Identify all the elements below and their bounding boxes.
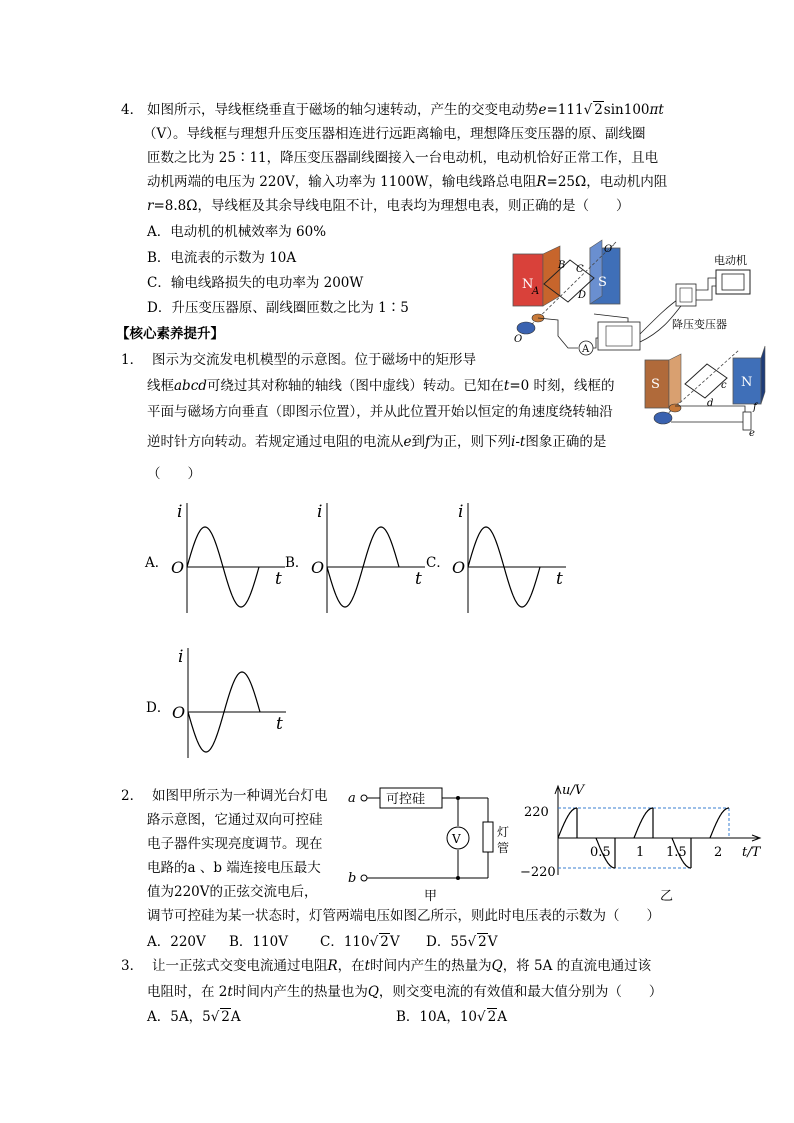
tick-x-0.5: 0.5	[590, 845, 611, 860]
u-axis-label: u/V	[562, 783, 585, 798]
sqrt-icon: √	[467, 934, 477, 950]
terminal-label-e: e	[749, 428, 755, 439]
tick-x-1: 1	[636, 845, 645, 860]
s-pole-face	[669, 354, 681, 408]
slip-ring	[654, 412, 672, 424]
n-label: N	[741, 375, 753, 390]
i-t-graph	[448, 495, 578, 620]
p3-number: 3．	[121, 958, 144, 974]
q4-option-c[interactable]: C．输电线路损失的电功率为 200W	[147, 275, 364, 291]
coil-label-c: C	[576, 264, 584, 275]
t-axis-label: t/T	[742, 845, 761, 860]
p1-line-3: 平面与磁场方向垂直（即图示位置），并从此位置开始以恒定的角速度绕转轴沿	[147, 404, 613, 420]
axis-label-o: O	[514, 334, 523, 345]
coil-label-a: A	[532, 286, 540, 297]
q4-option-d[interactable]: D．升压变压器原、副线圈匝数之比为 1∶5	[147, 300, 409, 316]
origin-label: O	[311, 558, 325, 577]
terminal-b-label: b	[348, 871, 357, 886]
q4-line-3: 匝数之比为 25∶11，降压变压器副线圈接入一台电动机，电动机恰好正常工作，且电	[147, 150, 659, 166]
tick-x-1.5: 1.5	[666, 845, 687, 860]
wire	[538, 318, 578, 348]
p3-option-a[interactable]: A．5A，5√ 2A	[147, 1009, 241, 1025]
junction	[456, 796, 460, 800]
i-t-graph	[167, 495, 297, 620]
t-axis-label: t	[415, 569, 422, 589]
n-pole-side	[761, 346, 765, 404]
i-axis-label: i	[458, 502, 464, 522]
t-axis-label: t	[275, 569, 282, 589]
coil-label-d: d	[707, 398, 714, 409]
p1-line-2: 线框abcd可绕过其对称轴的轴线（图中虚线）转动。已知在t=0 时刻，线框的	[147, 378, 615, 394]
lamp-label-1: 灯	[497, 825, 510, 839]
option-label: A．	[145, 555, 169, 571]
p1-line-1: 图示为交流发电机模型的示意图。位于磁场中的矩形导	[152, 352, 476, 368]
q4-line-5: r=8.8Ω，导线框及其余导线电阻不计，电表均为理想电表，则正确的是（ ）	[147, 198, 630, 214]
q4-line-4: 动机两端的电压为 220V，输入功率为 1100W，输电线路总电阻R=25Ω，电动机内阻	[147, 174, 668, 190]
t-axis-label: t	[276, 714, 283, 734]
n-label: N	[522, 277, 534, 292]
origin-label: O	[172, 703, 186, 722]
terminal-a	[361, 795, 367, 801]
p2-line-6: 调节可控硅为某一状态时，灯管两端电压如图乙所示，则此时电压表的示数为（ ）	[147, 908, 660, 924]
p1-number: 1．	[121, 352, 144, 368]
p3-option-b[interactable]: B．10A，10√ 2A	[396, 1009, 507, 1025]
wave-segment	[634, 808, 653, 838]
q4-line-1: 如图所示，导线框绕垂直于磁场的轴匀速转动，产生的交变电动势e=111√ 2sin100πt	[147, 102, 664, 118]
step-down-label: 降压变压器	[672, 318, 727, 331]
graph-caption: 乙	[660, 889, 674, 904]
circuit-caption: 甲	[424, 889, 438, 904]
sqrt-icon: √	[477, 1009, 486, 1025]
p2-option-d[interactable]: D．55√ 2V	[426, 934, 498, 950]
p2-circuit-figure	[346, 780, 510, 904]
wave-segment	[710, 808, 729, 838]
q4-number: 4．	[121, 102, 144, 118]
i-axis-label: i	[317, 502, 323, 522]
option-label: D．	[146, 700, 171, 716]
coil-label-d: D	[578, 290, 587, 301]
s-pole-face	[590, 240, 602, 304]
origin-label: O	[171, 558, 185, 577]
option-label: B．	[285, 555, 309, 571]
p2-line-1: 如图甲所示为一种调光台灯电	[152, 788, 328, 804]
s-label: S	[598, 275, 607, 290]
coil-label-c: c	[721, 380, 727, 391]
wire-2	[593, 338, 598, 348]
sqrt-icon: √	[369, 934, 379, 950]
axis-label-o-prime: O′	[604, 244, 615, 255]
voltmeter-label: V	[452, 832, 461, 846]
t-axis-label: t	[556, 569, 563, 589]
s-label: S	[651, 377, 660, 392]
n-pole-face	[543, 246, 560, 306]
p2-option-a[interactable]: A．220V	[147, 934, 206, 950]
motor-wires	[696, 278, 716, 300]
wires	[671, 406, 745, 428]
p2-line-4: 电路的a 、b 端连接电压最大	[147, 860, 321, 876]
p2-line-5: 值为220V的正弦交流电后，	[147, 884, 318, 900]
q4-line-2: （V）。导线框与理想升压变压器相连进行远距离输电，理想降压变压器的原、副线圈	[143, 126, 646, 142]
junction-2	[456, 876, 460, 880]
p1-line-4: 逆时针方向转动。若规定通过电阻的电流从e到f为正，则下列i-t图象正确的是	[147, 434, 607, 450]
option-label: C．	[426, 555, 450, 571]
slip-ring	[517, 322, 535, 334]
terminal-label-f: f	[753, 402, 757, 413]
i-t-graph	[307, 495, 437, 620]
q4-option-b[interactable]: B．电流表的示数为 10A	[147, 250, 297, 266]
p3-line-2: 电阻时，在 2t时间内产生的热量也为Q，则交变电流的有效值和最大值分别为（ ）	[147, 984, 663, 1000]
sqrt-icon: √	[583, 102, 593, 118]
slip-ring-2	[669, 404, 681, 412]
p2-line-2: 路示意图，它通过双向可控硅	[147, 812, 323, 828]
lamp-label-2: 管	[497, 841, 510, 855]
p3-line-1: 让一正弦式交变电流通过电阻R，在t时间内产生的热量为Q，将 5A 的直流电通过该	[152, 958, 652, 974]
motor-label: 电动机	[714, 254, 747, 267]
p1-generator-figure	[645, 340, 770, 440]
lamp-tube	[483, 822, 493, 852]
tick-x-2: 2	[714, 845, 723, 860]
p2-option-c[interactable]: C．110√ 2V	[320, 934, 400, 950]
p2-line-3: 电子器件实现亮度调节。现在	[147, 836, 323, 852]
q4-option-a[interactable]: A．电动机的机械效率为 60%	[147, 224, 327, 240]
p2-number: 2．	[121, 788, 144, 804]
origin-label: O	[452, 558, 466, 577]
p2-voltage-graph	[520, 780, 770, 904]
scr-label: 可控硅	[386, 792, 426, 807]
p2-option-b[interactable]: B．110V	[229, 934, 288, 950]
sqrt-icon: √	[210, 1009, 220, 1025]
i-axis-label: i	[177, 502, 183, 522]
ammeter-label: A	[582, 344, 590, 355]
p1-answer-paren: （ ）	[147, 466, 201, 482]
i-t-graph	[168, 640, 298, 765]
coil-label-b: B	[558, 260, 566, 271]
wave-segment	[558, 808, 577, 838]
tick-y-220: 220	[524, 805, 549, 820]
section-heading: 【核心素养提升】	[116, 326, 224, 342]
step-down-transformer	[676, 284, 696, 306]
i-axis-label: i	[178, 647, 184, 667]
tick-y-neg220: −220	[520, 865, 556, 880]
terminal-b	[361, 875, 367, 881]
terminal-a-label: a	[348, 791, 356, 806]
